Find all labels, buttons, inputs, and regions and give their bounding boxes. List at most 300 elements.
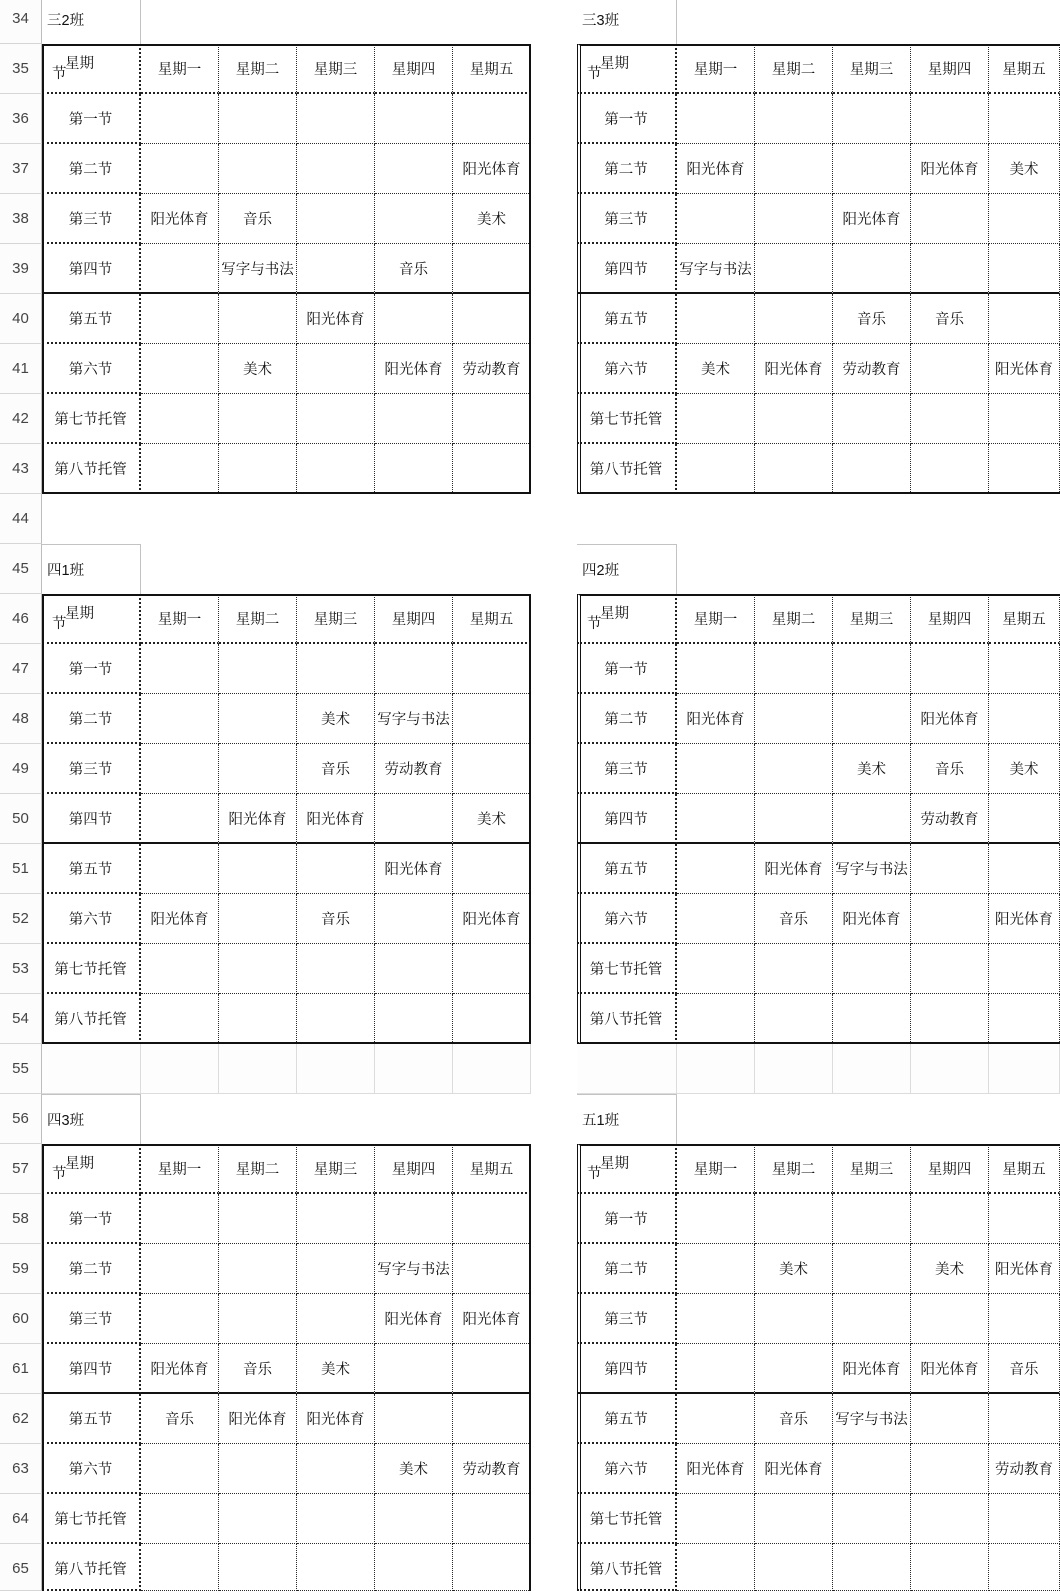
subject-cell[interactable] <box>375 1344 453 1394</box>
subject-cell[interactable] <box>833 1294 911 1344</box>
subject-cell[interactable] <box>989 294 1060 344</box>
subject-cell[interactable] <box>375 894 453 944</box>
row-number[interactable]: 49 <box>0 744 42 794</box>
period-label[interactable]: 第三节 <box>42 1294 141 1344</box>
subject-cell[interactable]: 阳光体育 <box>141 194 219 244</box>
subject-cell[interactable] <box>989 1494 1060 1544</box>
subject-cell[interactable] <box>677 844 755 894</box>
subject-cell[interactable] <box>141 294 219 344</box>
subject-cell[interactable]: 音乐 <box>297 894 375 944</box>
subject-cell[interactable]: 阳光体育 <box>297 794 375 844</box>
day-header[interactable]: 星期四 <box>375 594 453 644</box>
subject-cell[interactable] <box>755 194 833 244</box>
subject-cell[interactable] <box>677 294 755 344</box>
subject-cell[interactable] <box>677 744 755 794</box>
row-number[interactable]: 51 <box>0 844 42 894</box>
empty-cell[interactable] <box>531 894 577 944</box>
subject-cell[interactable] <box>219 294 297 344</box>
subject-cell[interactable] <box>453 694 531 744</box>
day-header[interactable]: 星期三 <box>833 44 911 94</box>
subject-cell[interactable] <box>297 1494 375 1544</box>
empty-cell[interactable] <box>531 944 577 994</box>
class-title[interactable]: 五1班 <box>577 1094 677 1144</box>
empty-cell[interactable] <box>911 1094 989 1144</box>
subject-cell[interactable] <box>297 194 375 244</box>
subject-cell[interactable] <box>755 744 833 794</box>
subject-cell[interactable] <box>677 1294 755 1344</box>
subject-cell[interactable] <box>755 1294 833 1344</box>
empty-cell[interactable] <box>531 1044 577 1094</box>
subject-cell[interactable] <box>833 1544 911 1591</box>
period-label[interactable]: 第六节 <box>42 344 141 394</box>
subject-cell[interactable] <box>219 944 297 994</box>
period-label[interactable]: 第二节 <box>42 144 141 194</box>
subject-cell[interactable] <box>297 144 375 194</box>
subject-cell[interactable] <box>297 844 375 894</box>
period-label[interactable]: 第七节托管 <box>42 1494 141 1544</box>
corner-header[interactable] <box>577 1144 677 1194</box>
subject-cell[interactable]: 劳动教育 <box>911 794 989 844</box>
subject-cell[interactable] <box>375 1194 453 1244</box>
empty-cell[interactable] <box>911 494 989 544</box>
empty-cell[interactable] <box>989 1044 1060 1094</box>
period-label[interactable]: 第一节 <box>577 1194 677 1244</box>
empty-cell[interactable] <box>141 1044 219 1094</box>
subject-cell[interactable] <box>297 644 375 694</box>
subject-cell[interactable] <box>141 1494 219 1544</box>
row-number[interactable]: 60 <box>0 1294 42 1344</box>
period-label[interactable]: 第三节 <box>577 1294 677 1344</box>
subject-cell[interactable] <box>911 644 989 694</box>
subject-cell[interactable] <box>677 1494 755 1544</box>
period-label[interactable]: 第五节 <box>577 1394 677 1444</box>
subject-cell[interactable]: 写字与书法 <box>833 844 911 894</box>
subject-cell[interactable] <box>755 644 833 694</box>
empty-cell[interactable] <box>141 544 219 594</box>
subject-cell[interactable]: 音乐 <box>141 1394 219 1444</box>
empty-cell[interactable] <box>375 494 453 544</box>
subject-cell[interactable] <box>833 1194 911 1244</box>
empty-cell[interactable] <box>677 494 755 544</box>
subject-cell[interactable] <box>219 844 297 894</box>
day-header[interactable]: 星期三 <box>833 594 911 644</box>
period-label[interactable]: 第八节托管 <box>577 994 677 1044</box>
subject-cell[interactable]: 音乐 <box>833 294 911 344</box>
empty-cell[interactable] <box>531 294 577 344</box>
subject-cell[interactable] <box>141 744 219 794</box>
subject-cell[interactable] <box>453 844 531 894</box>
empty-cell[interactable] <box>531 844 577 894</box>
subject-cell[interactable] <box>989 244 1060 294</box>
row-number[interactable]: 54 <box>0 994 42 1044</box>
subject-cell[interactable] <box>219 1194 297 1244</box>
subject-cell[interactable]: 阳光体育 <box>755 1444 833 1494</box>
subject-cell[interactable] <box>453 1344 531 1394</box>
day-header[interactable]: 星期二 <box>219 594 297 644</box>
empty-cell[interactable] <box>531 44 577 94</box>
empty-cell[interactable] <box>677 0 755 44</box>
period-label[interactable]: 第六节 <box>42 1444 141 1494</box>
subject-cell[interactable] <box>989 694 1060 744</box>
subject-cell[interactable] <box>297 1194 375 1244</box>
subject-cell[interactable] <box>677 1544 755 1591</box>
empty-cell[interactable] <box>42 1044 141 1094</box>
period-label[interactable]: 第八节托管 <box>577 1544 677 1591</box>
subject-cell[interactable] <box>833 994 911 1044</box>
empty-cell[interactable] <box>531 194 577 244</box>
subject-cell[interactable]: 阳光体育 <box>833 194 911 244</box>
subject-cell[interactable] <box>677 444 755 494</box>
period-label[interactable]: 第八节托管 <box>42 994 141 1044</box>
day-header[interactable]: 星期三 <box>297 44 375 94</box>
period-label[interactable]: 第三节 <box>577 194 677 244</box>
subject-cell[interactable] <box>833 394 911 444</box>
empty-cell[interactable] <box>677 1094 755 1144</box>
subject-cell[interactable] <box>677 1244 755 1294</box>
empty-cell[interactable] <box>453 544 531 594</box>
day-header[interactable]: 星期三 <box>297 1144 375 1194</box>
subject-cell[interactable]: 美术 <box>989 744 1060 794</box>
subject-cell[interactable] <box>219 444 297 494</box>
day-header[interactable]: 星期一 <box>141 594 219 644</box>
subject-cell[interactable] <box>755 694 833 744</box>
subject-cell[interactable]: 音乐 <box>219 1344 297 1394</box>
period-label[interactable]: 第四节 <box>42 794 141 844</box>
row-number[interactable]: 48 <box>0 694 42 744</box>
row-number[interactable]: 45 <box>0 544 42 594</box>
row-number[interactable]: 37 <box>0 144 42 194</box>
subject-cell[interactable] <box>989 394 1060 444</box>
empty-cell[interactable] <box>911 544 989 594</box>
empty-cell[interactable] <box>531 94 577 144</box>
subject-cell[interactable] <box>141 1544 219 1591</box>
empty-cell[interactable] <box>531 494 577 544</box>
row-number[interactable]: 62 <box>0 1394 42 1444</box>
day-header[interactable]: 星期四 <box>911 594 989 644</box>
subject-cell[interactable] <box>375 294 453 344</box>
empty-cell[interactable] <box>531 394 577 444</box>
empty-cell[interactable] <box>755 0 833 44</box>
empty-cell[interactable] <box>531 1294 577 1344</box>
empty-cell[interactable] <box>577 1044 677 1094</box>
empty-cell[interactable] <box>141 1094 219 1144</box>
subject-cell[interactable] <box>375 944 453 994</box>
corner-header[interactable] <box>42 44 141 94</box>
subject-cell[interactable] <box>911 244 989 294</box>
subject-cell[interactable] <box>375 794 453 844</box>
empty-cell[interactable] <box>531 544 577 594</box>
subject-cell[interactable] <box>989 844 1060 894</box>
empty-cell[interactable] <box>297 544 375 594</box>
subject-cell[interactable] <box>219 1544 297 1591</box>
row-number[interactable]: 63 <box>0 1444 42 1494</box>
period-label[interactable]: 第一节 <box>42 644 141 694</box>
empty-cell[interactable] <box>989 0 1060 44</box>
row-number[interactable]: 53 <box>0 944 42 994</box>
class-title[interactable]: 四1班 <box>42 544 141 594</box>
subject-cell[interactable] <box>911 844 989 894</box>
subject-cell[interactable]: 阳光体育 <box>297 1394 375 1444</box>
period-label[interactable]: 第六节 <box>577 894 677 944</box>
empty-cell[interactable] <box>755 1094 833 1144</box>
subject-cell[interactable] <box>453 994 531 1044</box>
subject-cell[interactable] <box>833 244 911 294</box>
day-header[interactable]: 星期二 <box>219 44 297 94</box>
period-label[interactable]: 第四节 <box>577 1344 677 1394</box>
class-title[interactable]: 三2班 <box>42 0 141 44</box>
subject-cell[interactable] <box>755 144 833 194</box>
subject-cell[interactable]: 阳光体育 <box>677 144 755 194</box>
subject-cell[interactable] <box>297 244 375 294</box>
empty-cell[interactable] <box>375 1094 453 1144</box>
subject-cell[interactable] <box>141 944 219 994</box>
day-header[interactable]: 星期二 <box>755 594 833 644</box>
subject-cell[interactable]: 写字与书法 <box>375 694 453 744</box>
subject-cell[interactable] <box>375 1544 453 1591</box>
subject-cell[interactable]: 美术 <box>911 1244 989 1294</box>
empty-cell[interactable] <box>531 994 577 1044</box>
empty-cell[interactable] <box>677 544 755 594</box>
subject-cell[interactable] <box>141 1244 219 1294</box>
subject-cell[interactable]: 阳光体育 <box>989 1244 1060 1294</box>
subject-cell[interactable] <box>911 1494 989 1544</box>
subject-cell[interactable]: 阳光体育 <box>833 1344 911 1394</box>
period-label[interactable]: 第二节 <box>577 144 677 194</box>
empty-cell[interactable] <box>911 1044 989 1094</box>
subject-cell[interactable] <box>677 94 755 144</box>
subject-cell[interactable] <box>755 444 833 494</box>
empty-cell[interactable] <box>531 794 577 844</box>
row-number[interactable]: 42 <box>0 394 42 444</box>
day-header[interactable]: 星期二 <box>219 1144 297 1194</box>
subject-cell[interactable] <box>755 394 833 444</box>
subject-cell[interactable]: 音乐 <box>219 194 297 244</box>
empty-cell[interactable] <box>833 544 911 594</box>
subject-cell[interactable] <box>755 1544 833 1591</box>
class-title[interactable]: 四2班 <box>577 544 677 594</box>
subject-cell[interactable]: 美术 <box>677 344 755 394</box>
subject-cell[interactable] <box>989 194 1060 244</box>
subject-cell[interactable] <box>141 794 219 844</box>
empty-cell[interactable] <box>531 344 577 394</box>
subject-cell[interactable]: 劳动教育 <box>989 1444 1060 1494</box>
subject-cell[interactable] <box>833 444 911 494</box>
period-label[interactable]: 第一节 <box>42 1194 141 1244</box>
empty-cell[interactable] <box>531 1144 577 1194</box>
subject-cell[interactable] <box>989 644 1060 694</box>
period-label[interactable]: 第七节托管 <box>577 944 677 994</box>
subject-cell[interactable] <box>453 944 531 994</box>
subject-cell[interactable] <box>453 1544 531 1591</box>
empty-cell[interactable] <box>833 0 911 44</box>
period-label[interactable]: 第二节 <box>42 694 141 744</box>
subject-cell[interactable] <box>219 694 297 744</box>
subject-cell[interactable]: 音乐 <box>755 1394 833 1444</box>
empty-cell[interactable] <box>755 1044 833 1094</box>
row-number[interactable]: 46 <box>0 594 42 644</box>
subject-cell[interactable] <box>141 344 219 394</box>
subject-cell[interactable] <box>297 394 375 444</box>
subject-cell[interactable] <box>453 444 531 494</box>
subject-cell[interactable]: 阳光体育 <box>375 844 453 894</box>
period-label[interactable]: 第三节 <box>42 744 141 794</box>
empty-cell[interactable] <box>989 544 1060 594</box>
subject-cell[interactable] <box>219 1294 297 1344</box>
subject-cell[interactable]: 阳光体育 <box>989 344 1060 394</box>
subject-cell[interactable] <box>833 1244 911 1294</box>
subject-cell[interactable]: 音乐 <box>911 744 989 794</box>
subject-cell[interactable]: 阳光体育 <box>677 1444 755 1494</box>
subject-cell[interactable] <box>375 1494 453 1544</box>
subject-cell[interactable] <box>297 944 375 994</box>
subject-cell[interactable]: 美术 <box>755 1244 833 1294</box>
subject-cell[interactable] <box>989 1294 1060 1344</box>
row-number[interactable]: 39 <box>0 244 42 294</box>
subject-cell[interactable] <box>297 444 375 494</box>
period-label[interactable]: 第三节 <box>42 194 141 244</box>
period-label[interactable]: 第一节 <box>577 94 677 144</box>
period-label[interactable]: 第四节 <box>42 244 141 294</box>
empty-cell[interactable] <box>833 1094 911 1144</box>
subject-cell[interactable] <box>989 1194 1060 1244</box>
subject-cell[interactable] <box>911 1544 989 1591</box>
subject-cell[interactable] <box>911 1394 989 1444</box>
subject-cell[interactable]: 阳光体育 <box>989 894 1060 944</box>
empty-cell[interactable] <box>531 744 577 794</box>
subject-cell[interactable]: 美术 <box>297 1344 375 1394</box>
subject-cell[interactable]: 阳光体育 <box>677 694 755 744</box>
subject-cell[interactable]: 阳光体育 <box>375 1294 453 1344</box>
empty-cell[interactable] <box>141 494 219 544</box>
empty-cell[interactable] <box>531 1494 577 1544</box>
subject-cell[interactable] <box>297 1244 375 1294</box>
subject-cell[interactable]: 阳光体育 <box>755 844 833 894</box>
empty-cell[interactable] <box>531 244 577 294</box>
row-number[interactable]: 41 <box>0 344 42 394</box>
row-number[interactable]: 47 <box>0 644 42 694</box>
empty-cell[interactable] <box>755 494 833 544</box>
period-label[interactable]: 第八节托管 <box>42 1544 141 1591</box>
empty-cell[interactable] <box>297 494 375 544</box>
empty-cell[interactable] <box>531 644 577 694</box>
subject-cell[interactable]: 阳光体育 <box>453 1294 531 1344</box>
subject-cell[interactable]: 劳动教育 <box>375 744 453 794</box>
subject-cell[interactable] <box>375 444 453 494</box>
day-header[interactable]: 星期五 <box>453 1144 531 1194</box>
row-number[interactable]: 38 <box>0 194 42 244</box>
empty-cell[interactable] <box>531 1244 577 1294</box>
subject-cell[interactable]: 阳光体育 <box>911 144 989 194</box>
subject-cell[interactable] <box>141 444 219 494</box>
subject-cell[interactable] <box>833 1494 911 1544</box>
subject-cell[interactable] <box>141 1444 219 1494</box>
day-header[interactable]: 星期四 <box>911 44 989 94</box>
subject-cell[interactable]: 写字与书法 <box>833 1394 911 1444</box>
subject-cell[interactable]: 阳光体育 <box>375 344 453 394</box>
subject-cell[interactable] <box>141 644 219 694</box>
period-label[interactable]: 第二节 <box>577 1244 677 1294</box>
period-label[interactable]: 第八节托管 <box>577 444 677 494</box>
empty-cell[interactable] <box>833 1044 911 1094</box>
empty-cell[interactable] <box>453 1094 531 1144</box>
empty-cell[interactable] <box>531 694 577 744</box>
subject-cell[interactable]: 阳光体育 <box>833 894 911 944</box>
period-label[interactable]: 第七节托管 <box>42 394 141 444</box>
subject-cell[interactable] <box>453 394 531 444</box>
row-number[interactable]: 58 <box>0 1194 42 1244</box>
subject-cell[interactable] <box>297 94 375 144</box>
period-label[interactable]: 第一节 <box>42 94 141 144</box>
subject-cell[interactable] <box>453 1194 531 1244</box>
day-header[interactable]: 星期三 <box>833 1144 911 1194</box>
subject-cell[interactable] <box>755 244 833 294</box>
subject-cell[interactable] <box>219 1244 297 1294</box>
subject-cell[interactable] <box>989 794 1060 844</box>
subject-cell[interactable] <box>453 244 531 294</box>
subject-cell[interactable] <box>833 94 911 144</box>
subject-cell[interactable]: 阳光体育 <box>453 144 531 194</box>
empty-cell[interactable] <box>833 494 911 544</box>
subject-cell[interactable]: 音乐 <box>375 244 453 294</box>
corner-header[interactable] <box>577 594 677 644</box>
subject-cell[interactable] <box>755 294 833 344</box>
empty-cell[interactable] <box>219 494 297 544</box>
subject-cell[interactable] <box>677 1194 755 1244</box>
row-number[interactable]: 50 <box>0 794 42 844</box>
subject-cell[interactable] <box>755 1194 833 1244</box>
day-header[interactable]: 星期五 <box>453 44 531 94</box>
empty-cell[interactable] <box>531 1394 577 1444</box>
day-header[interactable]: 星期一 <box>677 594 755 644</box>
subject-cell[interactable] <box>375 394 453 444</box>
subject-cell[interactable]: 阳光体育 <box>755 344 833 394</box>
subject-cell[interactable] <box>755 944 833 994</box>
period-label[interactable]: 第二节 <box>577 694 677 744</box>
subject-cell[interactable] <box>453 294 531 344</box>
subject-cell[interactable] <box>141 244 219 294</box>
subject-cell[interactable] <box>677 894 755 944</box>
subject-cell[interactable]: 阳光体育 <box>141 894 219 944</box>
empty-cell[interactable] <box>375 1044 453 1094</box>
row-number[interactable]: 59 <box>0 1244 42 1294</box>
empty-cell[interactable] <box>453 1044 531 1094</box>
subject-cell[interactable] <box>219 394 297 444</box>
subject-cell[interactable]: 美术 <box>297 694 375 744</box>
empty-cell[interactable] <box>531 1444 577 1494</box>
empty-cell[interactable] <box>755 544 833 594</box>
subject-cell[interactable]: 美术 <box>833 744 911 794</box>
subject-cell[interactable] <box>677 644 755 694</box>
empty-cell[interactable] <box>219 0 297 44</box>
empty-cell[interactable] <box>989 494 1060 544</box>
empty-cell[interactable] <box>375 0 453 44</box>
subject-cell[interactable]: 阳光体育 <box>219 794 297 844</box>
subject-cell[interactable] <box>677 1394 755 1444</box>
day-header[interactable]: 星期三 <box>297 594 375 644</box>
period-label[interactable]: 第五节 <box>42 294 141 344</box>
day-header[interactable]: 星期四 <box>375 1144 453 1194</box>
empty-cell[interactable] <box>531 0 577 44</box>
subject-cell[interactable] <box>911 1294 989 1344</box>
period-label[interactable]: 第六节 <box>577 1444 677 1494</box>
subject-cell[interactable] <box>375 994 453 1044</box>
subject-cell[interactable] <box>755 994 833 1044</box>
row-number[interactable]: 61 <box>0 1344 42 1394</box>
subject-cell[interactable] <box>833 144 911 194</box>
subject-cell[interactable]: 劳动教育 <box>833 344 911 394</box>
subject-cell[interactable]: 劳动教育 <box>453 344 531 394</box>
subject-cell[interactable] <box>833 644 911 694</box>
